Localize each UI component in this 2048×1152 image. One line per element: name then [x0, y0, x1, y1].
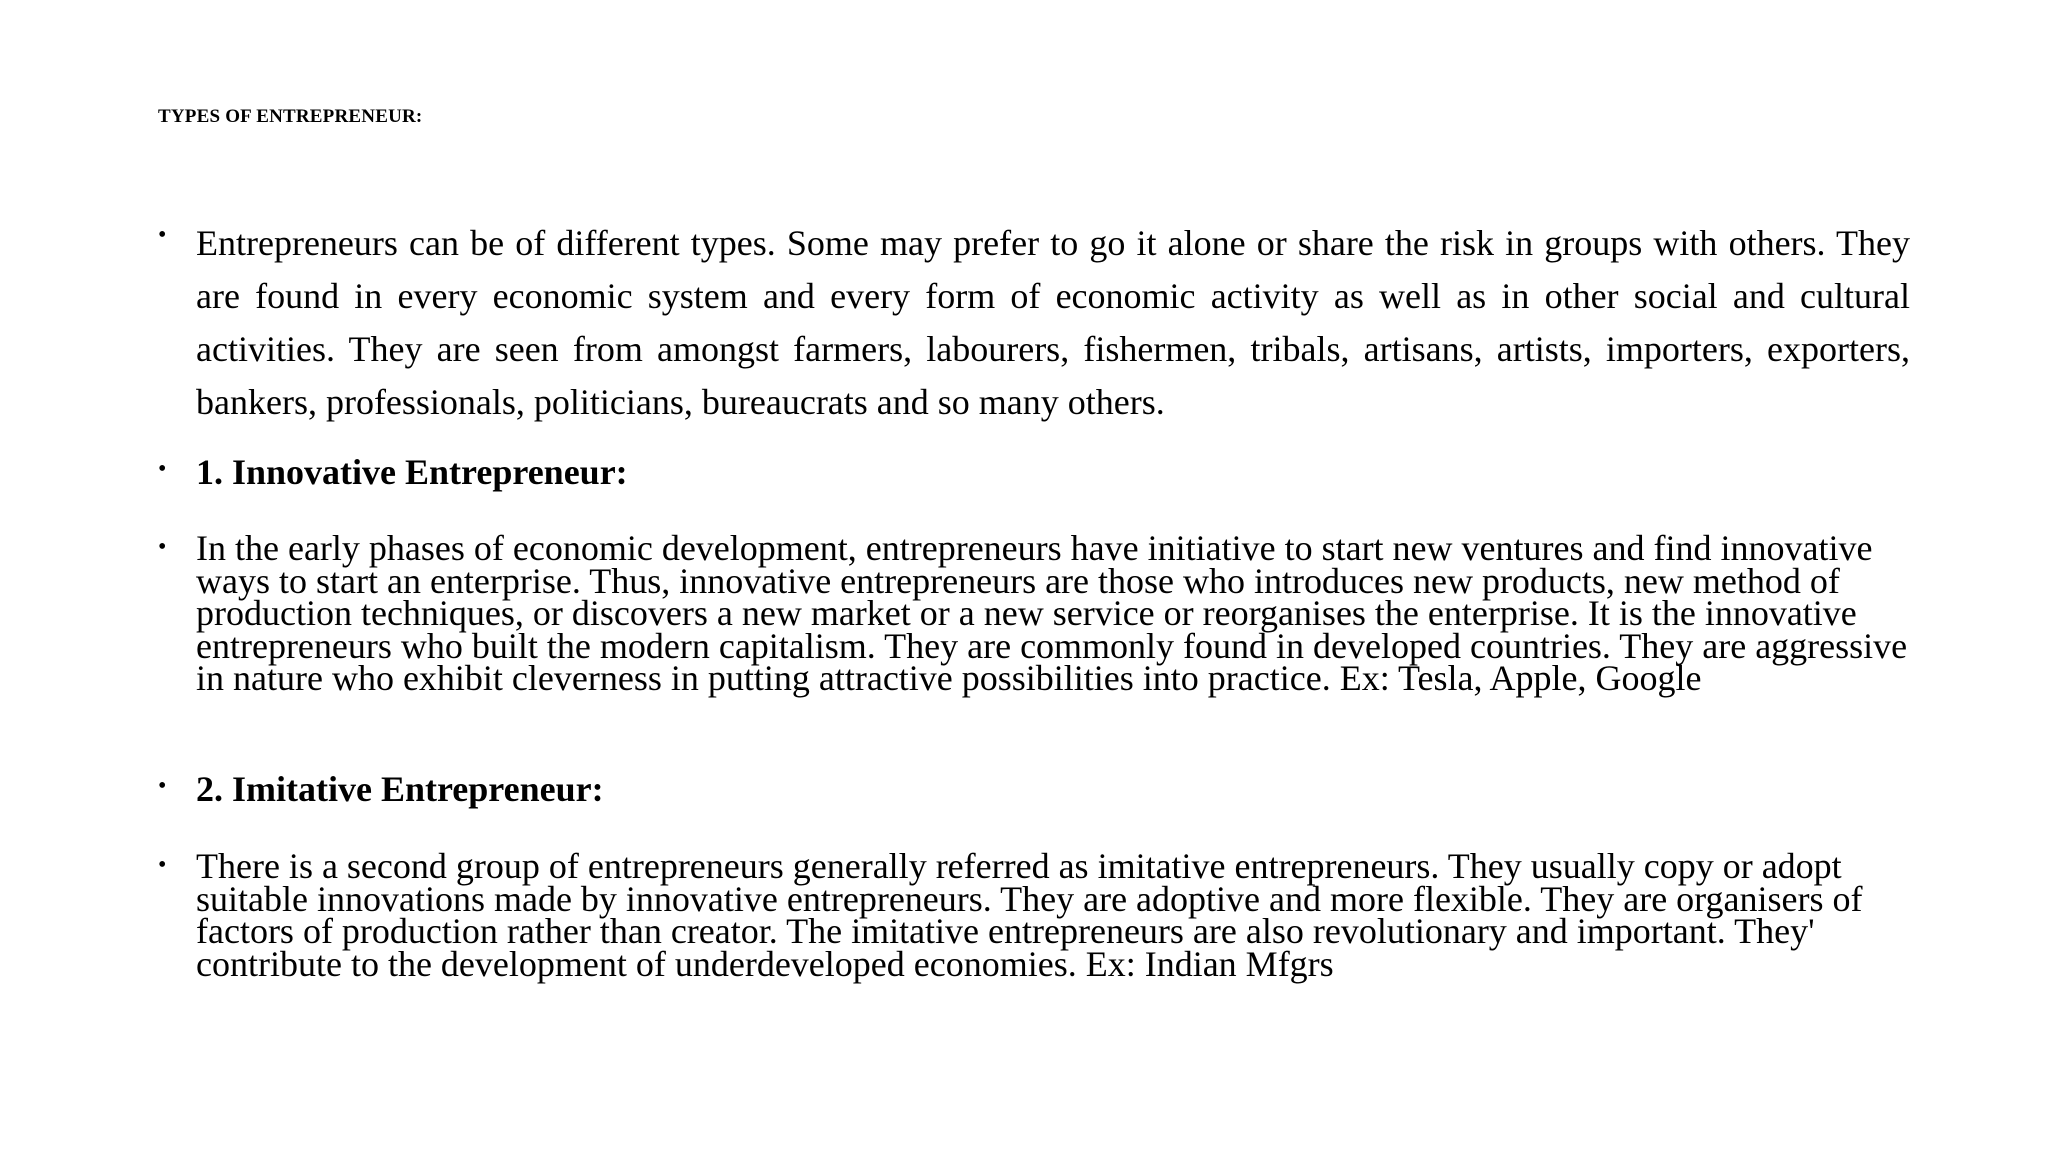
- innovative-entrepreneur-paragraph: In the early phases of economic development, entrepreneurs have initiative to start new ventures and find innovative ways to start an enterprise. Thus, innovative entrepreneurs are those who introduces new products, new method of production techniques, or discovers a new market or a new service or reorganises the enterprise. It is the innovative entrepreneurs who built the modern capitalism. They are commonly found in developed countries. They are aggressive in nature who exhibit cleverness in putting attractive possibilities into practice. Ex: Tesla, Apple, Google: [196, 528, 1908, 698]
- bullet-icon: •: [158, 222, 167, 248]
- innovative-entrepreneur-heading: 1. Innovative Entrepreneur:: [196, 452, 628, 492]
- bullet-icon: •: [158, 852, 167, 878]
- bullet-icon: •: [158, 773, 167, 799]
- intro-paragraph: Entrepreneurs can be of different types. Some may prefer to go it alone or share the risk in groups with others. They are found in every economic system and every form of economic activity as well as in other social and cultural activities. They are seen from amongst farmers, labourers, fishermen, tribals, artisans, artists, importers, exporters, bankers, professionals, politicians, bureaucrats and so many others.: [196, 223, 1910, 422]
- bullet-icon: •: [158, 456, 167, 482]
- imitative-entrepreneur-paragraph: There is a second group of entrepreneurs generally referred as imitative entrepreneurs. They usually copy or adopt suitable innovations made by innovative entrepreneurs. They are adoptive and more flexible. They are organisers of factors of production rather than creator. The imitative entrepreneurs are also revolutionary and important. They' contribute to the development of underdeveloped economies. Ex: Indian Mfgrs: [196, 846, 1863, 984]
- imitative-entrepreneur-heading: 2. Imitative Entrepreneur:: [196, 769, 604, 809]
- slide-title: TYPES OF ENTREPRENEUR:: [158, 106, 423, 127]
- bullet-icon: •: [158, 534, 167, 560]
